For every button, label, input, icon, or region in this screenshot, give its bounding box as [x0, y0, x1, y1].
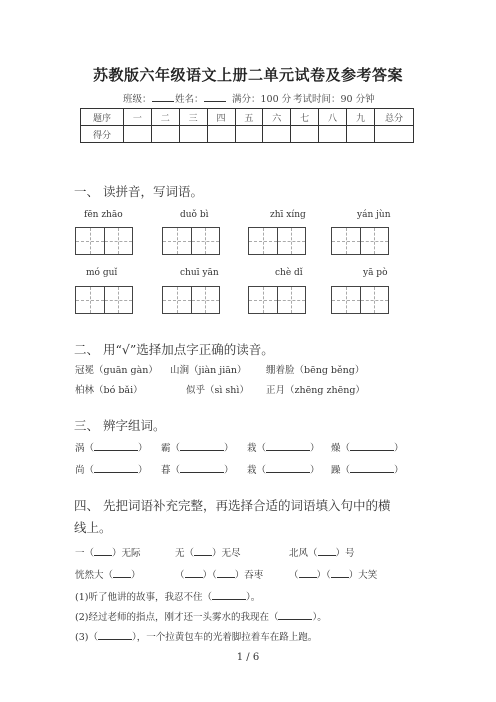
writing-grid[interactable]	[75, 286, 133, 314]
score-cell[interactable]	[151, 126, 179, 143]
pinyin: zhī xíng	[270, 210, 306, 220]
idiom-blank[interactable]: 恍然大（ ）	[75, 570, 141, 581]
pinyin: chuī yān	[180, 268, 219, 278]
writing-grid[interactable]	[331, 286, 389, 314]
sentence-blank[interactable]: (2)经过老师的指点，刚才还一头雾水的我现在（ ）。	[75, 612, 327, 623]
idiom-blank[interactable]: 无（ ）无尽	[175, 548, 241, 559]
score-cell[interactable]	[375, 126, 414, 143]
score-cell[interactable]	[124, 126, 152, 143]
page-number: 1 / 6	[236, 652, 260, 663]
score-row	[81, 126, 414, 143]
header-cell: 七	[291, 109, 319, 126]
idiom-blank[interactable]: 一（ ）无际	[75, 548, 141, 559]
idiom-blank[interactable]: 北风（ ）号	[289, 548, 355, 559]
writing-grid[interactable]	[248, 286, 306, 314]
score-table	[80, 108, 414, 143]
pinyin: yán jùn	[357, 210, 391, 220]
word-blank[interactable]: 躁（ ）	[331, 465, 404, 476]
idiom-blank[interactable]: （ ）（ ）吞枣	[175, 570, 264, 581]
pinyin: chè dǐ	[275, 268, 303, 278]
writing-grid[interactable]	[162, 227, 220, 255]
header-cell: 题序	[81, 109, 124, 126]
header-cell: 总分	[375, 109, 414, 126]
writing-grid[interactable]	[75, 227, 133, 255]
word-blank[interactable]: 燥（ ）	[331, 443, 404, 454]
word-blank[interactable]: 栽（ ）	[247, 443, 320, 454]
pinyin: mó guǐ	[86, 268, 118, 278]
reading-option[interactable]: 山涧（jiàn jiān）	[170, 365, 247, 376]
class-label: 班级：	[123, 91, 174, 105]
section-2-heading: 二、 用“√”选择加点字正确的读音。	[74, 342, 274, 357]
score-cell[interactable]	[235, 126, 263, 143]
word-blank[interactable]: 涡（ ）	[75, 443, 148, 454]
header-cell: 八	[319, 109, 347, 126]
writing-grid[interactable]	[248, 227, 306, 255]
section-3-heading: 三、 辨字组词。	[74, 418, 166, 433]
header-cell: 四	[207, 109, 235, 126]
reading-option[interactable]: 绷着脸（bēng běng）	[266, 365, 365, 376]
reading-option[interactable]: 柏林（bó bǎi）	[75, 385, 143, 396]
section-1-heading: 一、 读拼音，写词语。	[74, 184, 203, 199]
score-cell[interactable]	[347, 126, 375, 143]
header-cell: 三	[179, 109, 207, 126]
section-4-heading-cont: 线上。	[74, 520, 112, 535]
score-row-label: 得分	[81, 126, 124, 143]
score-cell[interactable]	[263, 126, 291, 143]
idiom-blank[interactable]: （ ）（ ）大笑	[289, 570, 378, 581]
header-cell: 二	[151, 109, 179, 126]
exam-time: 考试时间：90 分钟	[293, 94, 375, 105]
pinyin: yā pò	[363, 268, 388, 278]
writing-grid[interactable]	[331, 227, 389, 255]
score-cell[interactable]	[319, 126, 347, 143]
score-table-header	[81, 109, 414, 126]
sentence-blank[interactable]: (3)（ ），一个拉黄包车的光着脚拉着车在路上跑。	[75, 632, 318, 643]
pinyin: fēn zhāo	[84, 210, 123, 220]
header-cell: 六	[263, 109, 291, 126]
header-cell: 一	[124, 109, 152, 126]
page-title: 苏教版六年级语文上册二单元试卷及参考答案	[92, 66, 403, 84]
word-blank[interactable]: 栽（ ）	[247, 465, 320, 476]
reading-option[interactable]: 正月（zhēng zhēng）	[266, 385, 365, 396]
reading-option[interactable]: 冠冕（guān gàn）	[75, 365, 158, 376]
pinyin: duǒ bì	[180, 210, 209, 220]
sentence-blank[interactable]: (1)听了他讲的故事，我忍不住（ ）。	[75, 592, 261, 603]
writing-grid[interactable]	[162, 286, 220, 314]
section-4-heading: 四、 先把词语补充完整，再选择合适的词语填入句中的横	[74, 498, 391, 513]
word-blank[interactable]: 霸（ ）	[161, 443, 234, 454]
word-blank[interactable]: 尚（ ）	[75, 465, 148, 476]
score-cell[interactable]	[291, 126, 319, 143]
header-cell: 五	[235, 109, 263, 126]
score-cell[interactable]	[207, 126, 235, 143]
word-blank[interactable]: 暮（ ）	[161, 465, 234, 476]
full-score: 满分：100 分	[232, 94, 292, 105]
header-cell: 九	[347, 109, 375, 126]
score-cell[interactable]	[179, 126, 207, 143]
name-label: 姓名：	[175, 91, 226, 105]
reading-option[interactable]: 似乎（sì shì）	[186, 385, 249, 396]
